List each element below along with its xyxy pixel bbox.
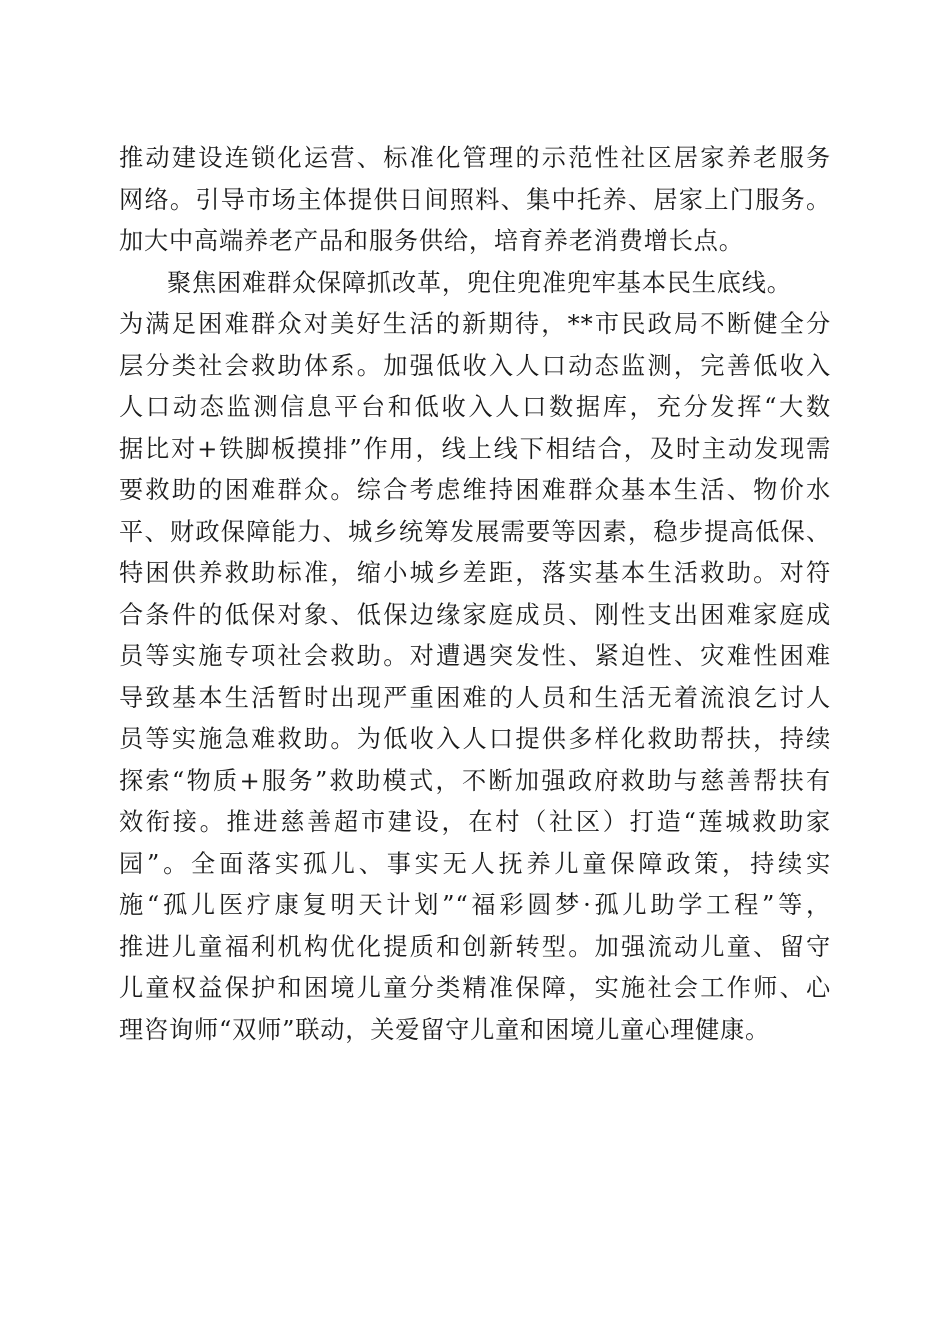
paragraph <box>119 138 831 263</box>
text-line: 理咨询师“双师”联动，关爱留守儿童和困境儿童心理健康。 <box>119 1015 771 1044</box>
text-line: 效衔接。推进慈善超市建设，在村（社区）打造“莲城救助家 <box>119 808 831 836</box>
text-line: 特困供养救助标准，缩小城乡差距，落实基本生活救助。对符 <box>119 559 831 587</box>
text-line: 人口动态监测信息平台和低收入人口数据库，充分发挥“大数 <box>119 393 831 421</box>
document-body <box>119 138 831 1051</box>
text-line: 网络。引导市场主体提供日间照料、集中托养、居家上门服务。 <box>119 185 831 214</box>
text-line: 合条件的低保对象、低保边缘家庭成员、刚性支出困难家庭成 <box>119 600 831 629</box>
paragraph <box>119 263 831 1052</box>
text-line: 要救助的困难群众。综合考虑维持困难群众基本生活、物价水 <box>119 476 831 504</box>
text-line: 据比对+铁脚板摸排”作用，线上线下相结合，及时主动发现需 <box>119 434 831 463</box>
text-line: 为满足困难群众对美好生活的新期待，**市民政局不断健全分 <box>119 310 831 338</box>
text-line: 推动建设连锁化运营、标准化管理的示范性社区居家养老服务 <box>119 144 831 172</box>
text-line: 聚焦困难群众保障抓改革，兜住兜准兜牢基本民生底线。 <box>167 268 792 297</box>
text-line: 探索“物质+服务”救助模式，不断加强政府救助与慈善帮扶有 <box>119 766 831 795</box>
text-line: 导致基本生活暂时出现严重困难的人员和生活无着流浪乞讨人 <box>119 683 831 712</box>
text-line: 施“孤儿医疗康复明天计划”“福彩圆梦·孤儿助学工程”等， <box>119 891 831 919</box>
text-line: 儿童权益保护和困境儿童分类精准保障，实施社会工作师、心 <box>119 974 831 1002</box>
text-line: 员等实施专项社会救助。对遭遇突发性、紧迫性、灾难性困难 <box>119 642 831 670</box>
text-line: 推进儿童福利机构优化提质和创新转型。加强流动儿童、留守 <box>119 932 831 961</box>
text-line: 加大中高端养老产品和服务供给，培育养老消费增长点。 <box>119 227 744 255</box>
text-line: 层分类社会救助体系。加强低收入人口动态监测，完善低收入 <box>119 351 831 380</box>
text-line: 员等实施急难救助。为低收入人口提供多样化救助帮扶，持续 <box>119 725 831 753</box>
text-line: 平、财政保障能力、城乡统筹发展需要等因素，稳步提高低保、 <box>119 517 831 546</box>
text-line: 园”。全面落实孤儿、事实无人抚养儿童保障政策，持续实 <box>119 849 831 878</box>
